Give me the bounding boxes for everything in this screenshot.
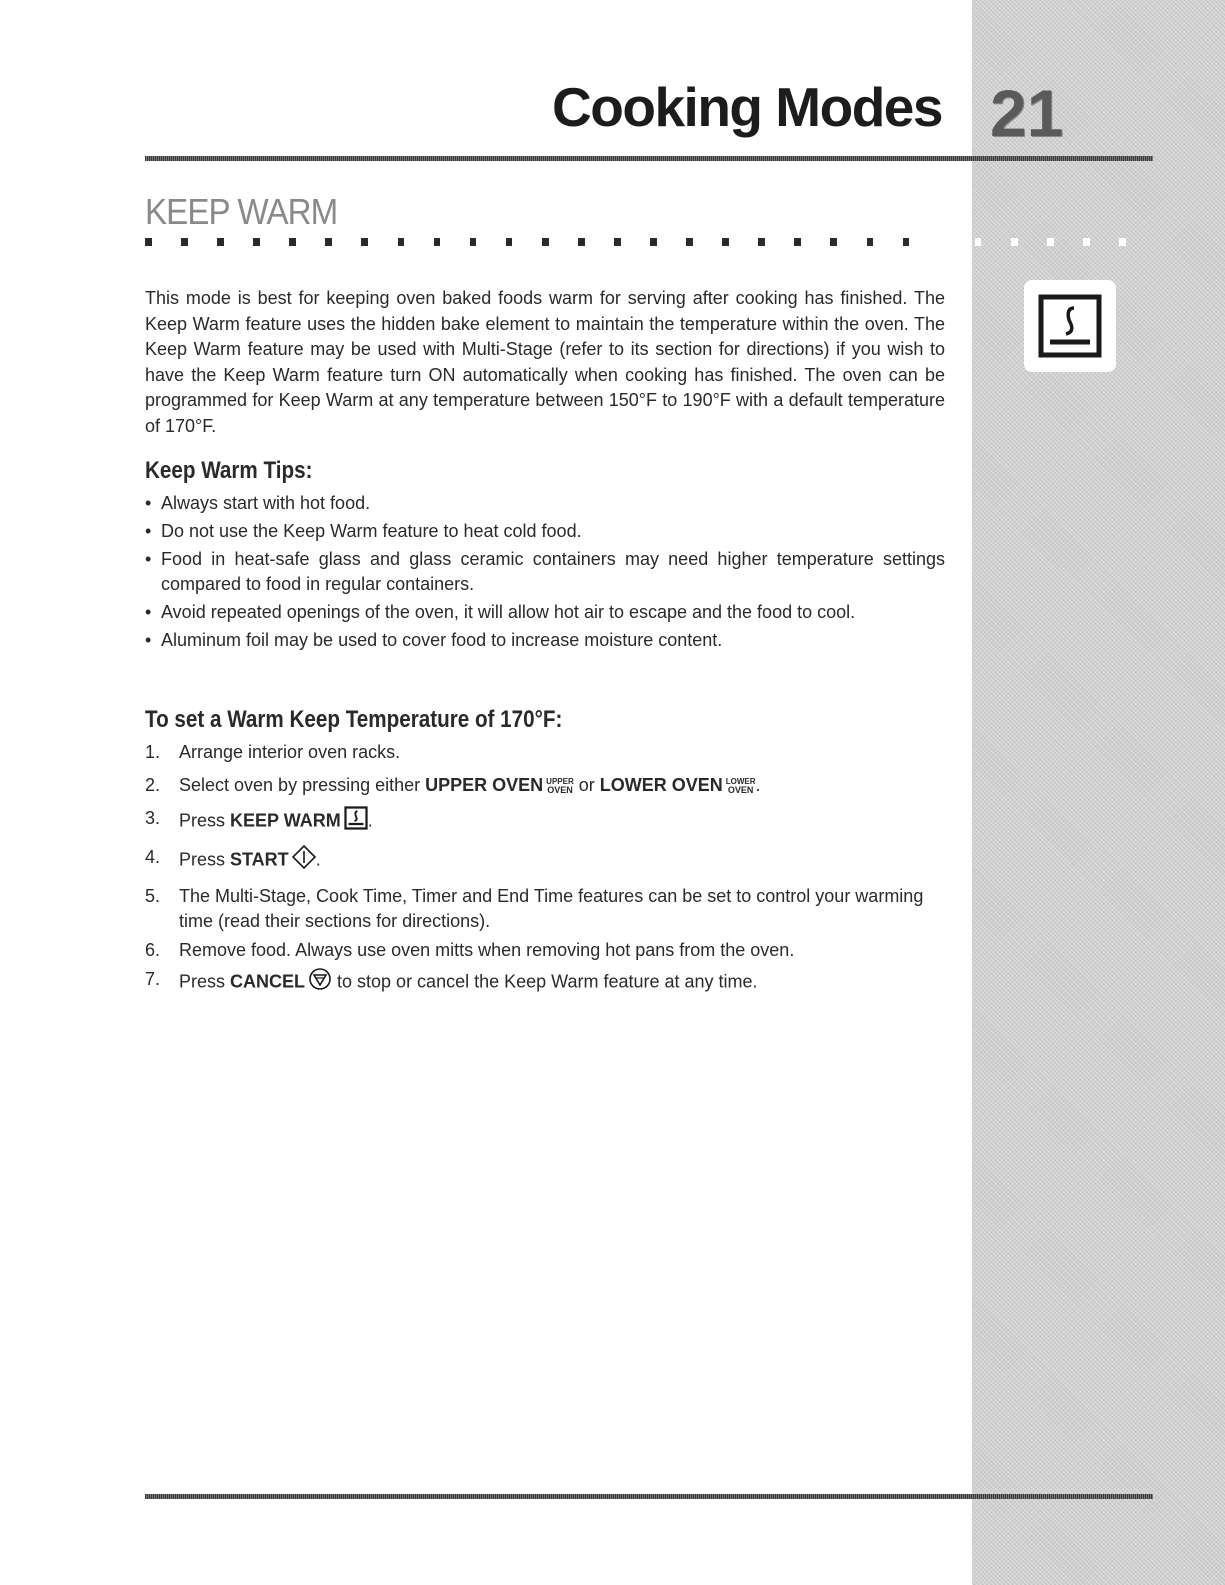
divider-dot	[758, 238, 765, 246]
divider-dot	[253, 238, 260, 246]
cancel-key-label: CANCEL	[230, 971, 306, 992]
divider-dot	[867, 238, 874, 246]
divider-dot	[470, 238, 477, 246]
start-key-label: START	[230, 849, 289, 870]
steps-heading: To set a Warm Keep Temperature of 170°F:	[145, 706, 563, 733]
lower-oven-key-icon: LOWER OVEN	[725, 777, 756, 796]
list-item: • Do not use the Keep Warm feature to heat cold food.	[145, 519, 945, 544]
bullet: •	[145, 602, 152, 622]
tips-heading: Keep Warm Tips:	[145, 457, 313, 484]
lower-oven-key-label: LOWER OVEN	[599, 775, 723, 795]
page-number: 21	[990, 76, 1064, 150]
divider-dot	[1083, 238, 1090, 246]
intro-paragraph	[145, 286, 945, 440]
divider-dot	[794, 238, 801, 246]
list-item: 6. Remove food. Always use oven mitts when removing hot pans from the oven.	[145, 940, 795, 960]
tips-list	[145, 491, 945, 656]
list-item: 4. Press START .	[145, 845, 945, 876]
divider-dot	[217, 238, 224, 246]
bullet: •	[145, 630, 152, 650]
upper-oven-key-icon: UPPER OVEN	[546, 777, 574, 796]
divider-dot	[722, 238, 729, 246]
list-item: 1. Arrange interior oven racks.	[145, 742, 401, 762]
upper-oven-key-label: UPPER OVEN	[425, 775, 544, 795]
divider-dot	[1011, 238, 1018, 246]
divider-dot	[506, 238, 513, 246]
list-item: • Always start with hot food.	[145, 491, 945, 516]
section-dot-divider	[145, 238, 1155, 248]
divider-dot	[1119, 238, 1126, 246]
steps-list	[145, 740, 945, 1006]
divider-dot	[578, 238, 585, 246]
divider-dot	[903, 238, 910, 246]
page-header-title: Cooking Modes	[552, 76, 942, 138]
divider-dot	[325, 238, 332, 246]
cancel-icon	[308, 967, 332, 998]
divider-dot	[181, 238, 188, 246]
section-title: KEEP WARM	[145, 191, 338, 232]
list-item: • Avoid repeated openings of the oven, it will allow hot air to escape and the food to cool.	[145, 600, 945, 625]
bullet: •	[145, 521, 152, 541]
divider-dot	[975, 238, 982, 246]
divider-dot	[434, 238, 441, 246]
divider-dot	[830, 238, 837, 246]
divider-dot	[145, 238, 152, 246]
divider-dot	[361, 238, 368, 246]
footer-rule	[145, 1494, 1153, 1499]
start-icon	[292, 845, 316, 876]
bullet: •	[145, 493, 152, 513]
divider-dot	[542, 238, 549, 246]
divider-dot	[686, 238, 693, 246]
list-item: • Aluminum foil may be used to cover food to increase moisture content.	[145, 628, 945, 653]
divider-dot	[939, 238, 946, 246]
list-item: • Food in heat-safe glass and glass ceramic containers may need higher temperature settings compared to food in regular containers.	[145, 549, 945, 594]
keep-warm-icon	[1038, 294, 1102, 358]
divider-dot	[650, 238, 657, 246]
divider-dot	[1047, 238, 1054, 246]
list-item: 3. Press KEEP WARM .	[145, 806, 945, 837]
keep-warm-icon-tab	[1024, 280, 1116, 372]
divider-dot	[289, 238, 296, 246]
list-item: 7. Press CANCEL to stop or cancel the Keep Warm feature at any time.	[145, 967, 945, 998]
list-item: 2. Select oven by pressing either UPPER OVEN UPPER OVEN or LOWER OVEN LOWER OVEN .	[145, 775, 761, 796]
intro-text: This mode is best for keeping oven baked foods warm for serving after cooking has finished. The Keep Warm feature uses the hidden bake element to maintain the temperature within the oven. The Keep Warm feature may be used with Multi-Stage (refer to its section for directions) if you wish to have the Keep Warm feature turn ON automatically when cooking has finished. The oven can be programmed for Keep Warm at any temperature between 150°F to 190°F with a default temperature of 170°F.	[145, 288, 945, 436]
keep-warm-icon	[344, 806, 368, 837]
bullet: •	[145, 549, 152, 569]
header-rule	[145, 156, 1153, 161]
list-item: 5. The Multi-Stage, Cook Time, Timer and End Time features can be set to control your warming time (read their sections for directions).	[145, 886, 924, 931]
divider-dot	[614, 238, 621, 246]
keep-warm-key-label: KEEP WARM	[230, 810, 341, 831]
divider-dot	[398, 238, 405, 246]
